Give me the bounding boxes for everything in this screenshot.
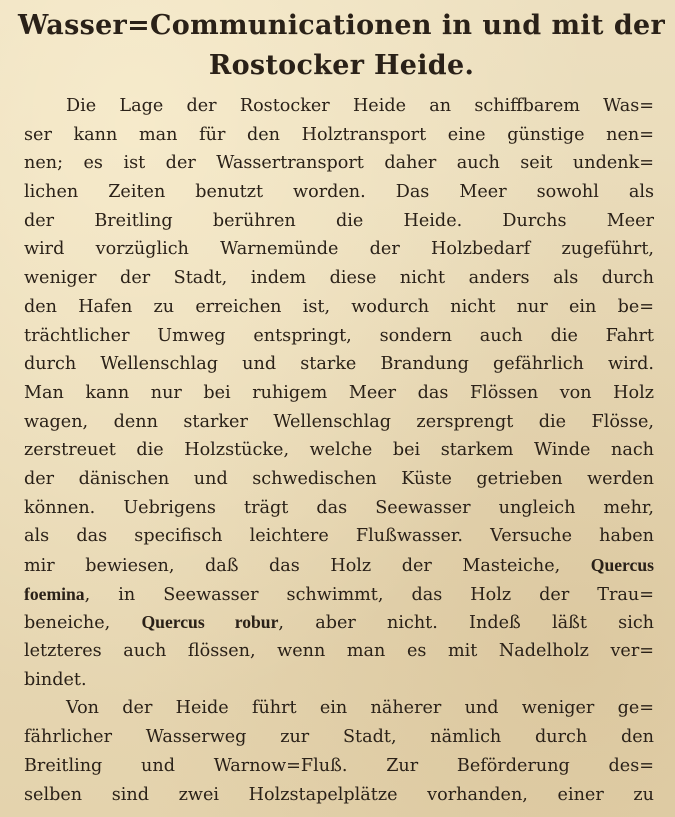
text-line: nen; es ist der Wassertransport daher auch seit undenk=	[24, 153, 654, 174]
text-line	[24, 608, 654, 637]
text-line: Die Lage der Rostocker Heide an schiffbarem Was=	[66, 96, 654, 116]
body-text	[24, 92, 654, 809]
heading-line: Wasser=Communicationen in und mit der	[18, 10, 665, 41]
paragraph	[24, 694, 654, 809]
text-line: lichen Zeiten benutzt worden. Das Meer sowohl als	[24, 182, 654, 203]
paragraph	[24, 92, 654, 694]
text-line: durch Wellenschlag und starke Brandung gefährlich wird.	[24, 354, 654, 375]
text-line: zerstreuet die Holzstücke, welche bei starkem Winde nach	[24, 440, 654, 461]
text-line: ser kann man für den Holztransport eine günstige nen=	[24, 124, 654, 145]
text-line: fährlicher Wasserweg zur Stadt, nämlich durch den	[24, 727, 654, 748]
latin-species-name: Quercus robur	[141, 612, 279, 633]
text-line: letzteres auch flössen, wenn man es mit Nadelholz ver=	[24, 641, 654, 662]
text-fragment: , aber nicht. Indeß läßt sich	[278, 613, 654, 634]
text-fragment: mir bewiesen, daß das Holz der Masteiche,	[24, 556, 561, 576]
text-line: als das specifisch leichtere Flußwasser. Versuche haben	[24, 526, 654, 547]
section-heading	[18, 6, 665, 86]
text-line	[24, 580, 654, 609]
text-line: selben sind zwei Holzstapelplätze vorhanden, einer zu	[24, 784, 654, 805]
latin-species-name: Quercus	[590, 555, 654, 575]
text-fragment: beneiche,	[24, 613, 111, 634]
text-line: der Breitling berühren die Heide. Durchs Meer	[24, 210, 654, 231]
text-line: weniger der Stadt, indem diese nicht anders als durch	[24, 268, 654, 289]
text-line: trächtlicher Umweg entspringt, sondern auch die Fahrt	[24, 325, 654, 346]
heading-line: Rostocker Heide.	[208, 50, 475, 81]
text-line: wird vorzüglich Warnemünde der Holzbedarf zugeführt,	[24, 239, 654, 260]
text-line: können. Uebrigens trägt das Seewasser ungleich mehr,	[24, 497, 654, 518]
text-fragment: , in Seewasser schwimmt, das Holz der Trau=	[84, 584, 654, 605]
text-line: Von der Heide führt ein näherer und weniger ge=	[66, 698, 654, 719]
text-line: bindet.	[24, 669, 87, 690]
text-line: der dänischen und schwedischen Küste getrieben werden	[24, 468, 654, 489]
text-line	[24, 551, 654, 580]
text-line: wagen, denn starker Wellenschlag zersprengt die Flösse,	[24, 411, 654, 432]
text-line: Breitling und Warnow=Fluß. Zur Beförderung des=	[24, 755, 654, 776]
text-line: Man kann nur bei ruhigem Meer das Flössen von Holz	[24, 382, 654, 403]
text-line: den Hafen zu erreichen ist, wodurch nicht nur ein be=	[24, 296, 654, 317]
latin-species-name: foemina	[24, 583, 85, 604]
